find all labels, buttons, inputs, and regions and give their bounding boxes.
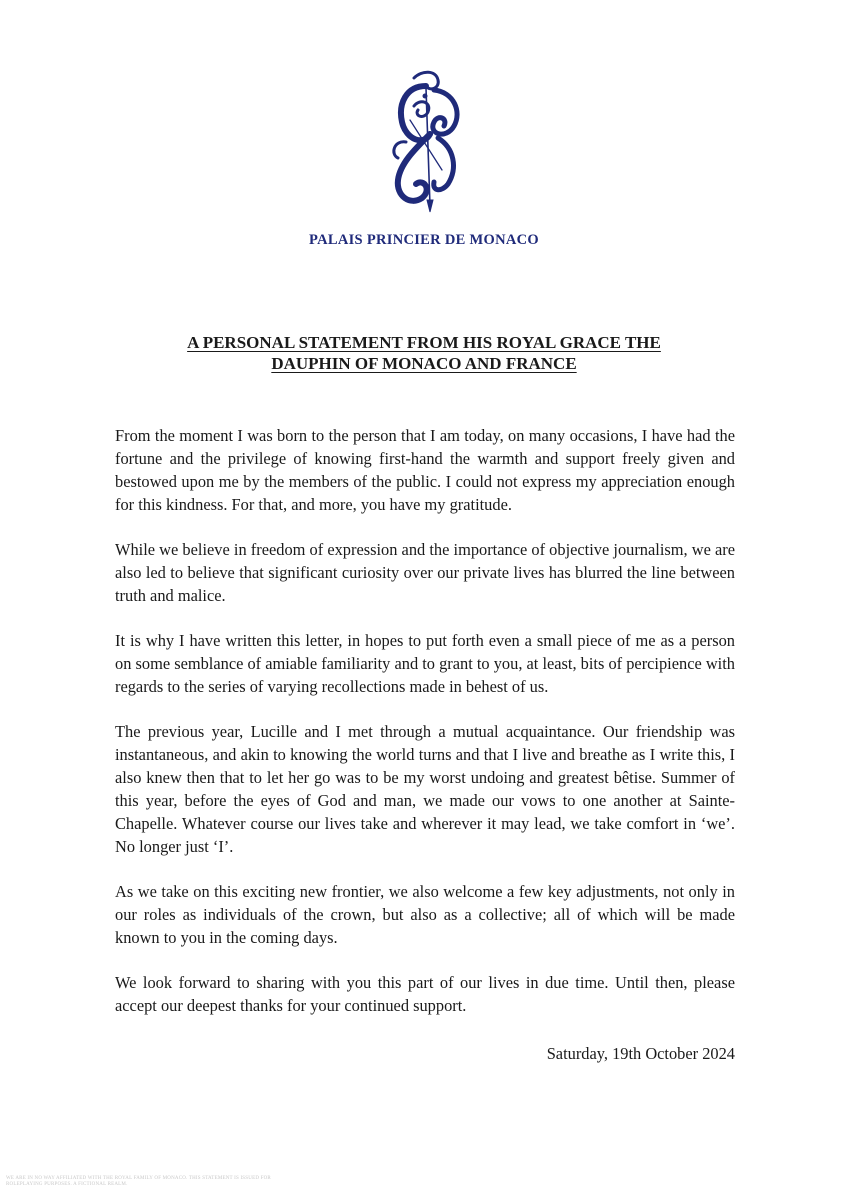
statement-body bbox=[115, 424, 735, 1039]
paragraph: It is why I have written this letter, in hopes to put forth even a small piece of me as a person on some semblance of amiable familiarity and to grant to you, at least, bits of percipience with regards to the series of varying recollections made in behest of us. bbox=[115, 631, 735, 696]
paragraph: We look forward to sharing with you this part of our lives in due time. Until then, please accept our deepest thanks for your continued support. bbox=[115, 973, 735, 1015]
royal-monogram-icon bbox=[384, 68, 468, 214]
paragraph: From the moment I was born to the person that I am today, on many occasions, I have had the fortune and the privilege of knowing first-hand the warmth and support freely given and bestowed upon me by the members of the public. I could not express my appreciation enough for this kindness. For that, and more, you have my gratitude. bbox=[115, 426, 735, 514]
disclaimer-text: WE ARE IN NO WAY AFFILIATED WITH THE ROYAL FAMILY OF MONACO. THIS STATEMENT IS ISSUED FOR ROLEPLAYING PURPOSES. A FICTIONAL REALM. bbox=[6, 1176, 271, 1187]
paragraph: As we take on this exciting new frontier, we also welcome a few key adjustments, not only in our roles as individuals of the crown, but also as a collective; all of which will be made known to you in the coming days. bbox=[115, 882, 735, 947]
title-line-1: A PERSONAL STATEMENT FROM HIS ROYAL GRACE THE bbox=[187, 333, 661, 352]
palace-name: PALAIS PRINCIER DE MONACO bbox=[309, 232, 539, 248]
statement-title bbox=[0, 332, 848, 374]
title-line-2: DAUPHIN OF MONACO AND FRANCE bbox=[271, 354, 577, 373]
paragraph: While we believe in freedom of expression and the importance of objective journalism, we are also led to believe that significant curiosity over our private lives has blurred the line between truth and malice. bbox=[115, 540, 735, 605]
statement-date: Saturday, 19th October 2024 bbox=[546, 1044, 735, 1063]
paragraph: The previous year, Lucille and I met through a mutual acquaintance. Our friendship was instantaneous, and akin to knowing the world turns and that I live and breathe as I write this, I also knew then that to let her go was to be my worst undoing and greatest bêtise. Summer of this year, before the eyes of God and man, we made our vows to one another at Sainte-Chapelle. Whatever course our lives take and wherever it may lead, we take comfort in ‘we’. No longer just ‘I’. bbox=[115, 722, 735, 856]
